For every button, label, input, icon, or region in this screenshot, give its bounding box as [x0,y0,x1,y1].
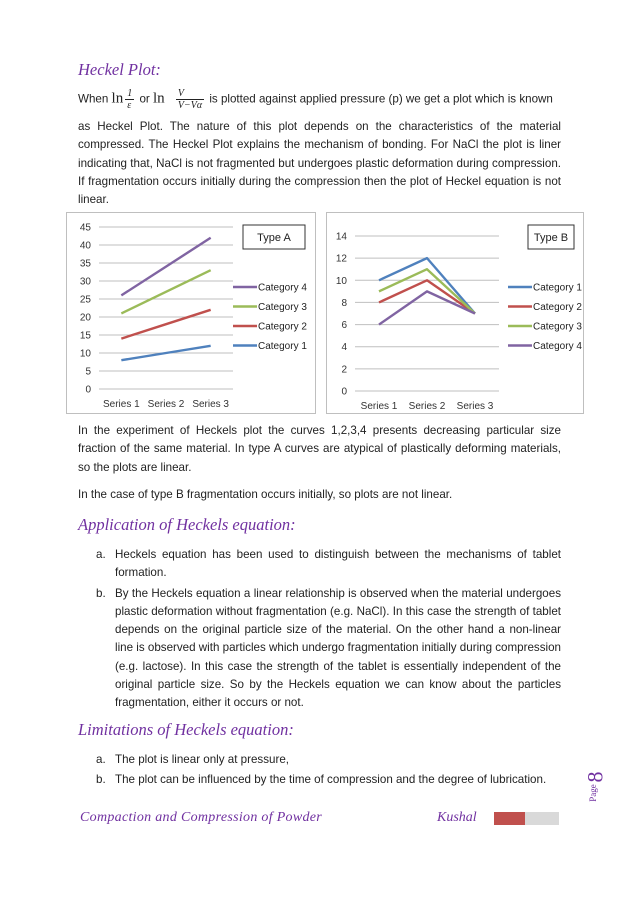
footer-grey-bar [525,812,559,825]
list-item: b. The plot can be influenced by the time of compression and the degree of lubrication. [96,773,547,787]
heckel-intro-line [78,88,561,111]
legend-label: Category 3 [533,321,582,333]
series-line-category-2 [121,310,210,339]
fraction-v-over-v-minus-va: $\frac{V}{V-V\alpha}$ [177,88,203,111]
series-line-category-4 [121,238,210,296]
legend-label: Category 2 [533,302,582,313]
chart-title: Type A [257,232,291,244]
section-title-application: Application of Heckels equation: [78,515,296,534]
footer-accent-bar [494,812,525,825]
chart-title: Type B [533,232,569,244]
y-tick-label: 14 [335,231,347,243]
y-tick-label: 20 [79,312,91,324]
y-tick-label: 6 [341,320,347,332]
fraction-one-over-epsilon: $\frac{1}{\varepsilon}$ [127,88,133,111]
intro-when: When [78,92,109,106]
x-tick-label: Series 3 [456,401,494,412]
legend-label: Category 3 [258,302,307,313]
y-tick-label: 40 [79,240,91,252]
y-tick-label: 4 [341,342,347,354]
list-item: a. The plot is linear only at pressure, [96,753,289,766]
legend-label: Category 4 [258,282,307,294]
y-tick-label: 8 [341,297,347,309]
y-tick-label: 35 [79,258,91,270]
ln-symbol: ln [111,90,124,107]
ln-symbol-2: ln [152,90,165,107]
y-tick-label: 12 [335,253,347,265]
limitations-list [96,751,561,792]
section-title-heckel-plot: Heckel Plot: [78,60,161,79]
section-title-limitations: Limitations of Heckels equation: [78,720,294,739]
page-word: Page [587,784,598,802]
series-line-category-3 [121,270,210,313]
legend-label: Category 2 [258,321,307,333]
intro-rest: is plotted against applied pressure (p) we get a plot which is known [209,92,553,106]
chart-type-a-frame [66,212,316,414]
x-tick-label: Series 1 [360,401,398,412]
footer-author: Kushal [437,810,477,825]
page-number: 8 [582,771,608,783]
y-tick-label: 0 [85,384,91,396]
footer-title: Compaction and Compression of Powder [80,810,323,825]
x-tick-label: Series 1 [102,399,140,410]
type-b-paragraph: In the case of type B fragmentation occurs initially, so plots are not linear. [78,488,453,501]
y-tick-label: 5 [85,366,91,378]
heckel-body-paragraph: as Heckel Plot. The nature of this plot depends on the characteristics of the material compressed. The Heckel Plot explains the mechanism of bonding. For NaCl the plot is liner indicating that, NaCl is not fragmented but undergoes plastic deformation during compression. If fragmentation occurs initially during the compression then the plot of Heckel equation is not linear. [78,120,561,207]
y-tick-label: 0 [341,386,347,398]
legend-label: Category 1 [533,282,582,294]
y-tick-label: 15 [79,330,91,342]
curves-explanation-paragraph: In the experiment of Heckels plot the curves 1,2,3,4 presents decreasing particular size fraction of the same material. In type A curves are atypical of plastically deforming materials, so the plots are linear. [78,424,561,474]
chart-type-a [67,213,315,413]
legend-label: Category 1 [258,341,307,352]
y-tick-label: 2 [341,364,347,376]
y-tick-label: 10 [335,275,347,287]
x-tick-label: Series 2 [408,401,446,412]
y-tick-label: 10 [79,348,91,360]
chart-type-b [327,213,583,413]
y-tick-label: 25 [79,294,91,306]
y-tick-label: 30 [79,276,91,288]
x-tick-label: Series 3 [192,399,230,410]
list-item: a. Heckels equation has been used to distinguish between the mechanisms of tablet formation. [96,548,561,580]
y-tick-label: 45 [79,222,91,234]
list-item: b. By the Heckels equation a linear relationship is observed when the material undergoes plastic deformation without fragmentation (e.g. NaCl). In this case the strength of tablet depends on the original particle size of the material. On the other hand a non-linear line is observed with particles which undergo fragmentation initially during compression (e.g. lactose). In this case the strength of the tablet is essentially independent of the original particle size. So by the Heckels equation we can know about the particles fragmentation, either it occurs or not. [96,586,561,710]
page-number-box [582,766,614,810]
x-tick-label: Series 2 [147,399,185,410]
application-list [96,546,561,715]
intro-or: or [139,92,150,106]
chart-type-b-frame [326,212,584,414]
legend-label: Category 4 [533,341,582,352]
